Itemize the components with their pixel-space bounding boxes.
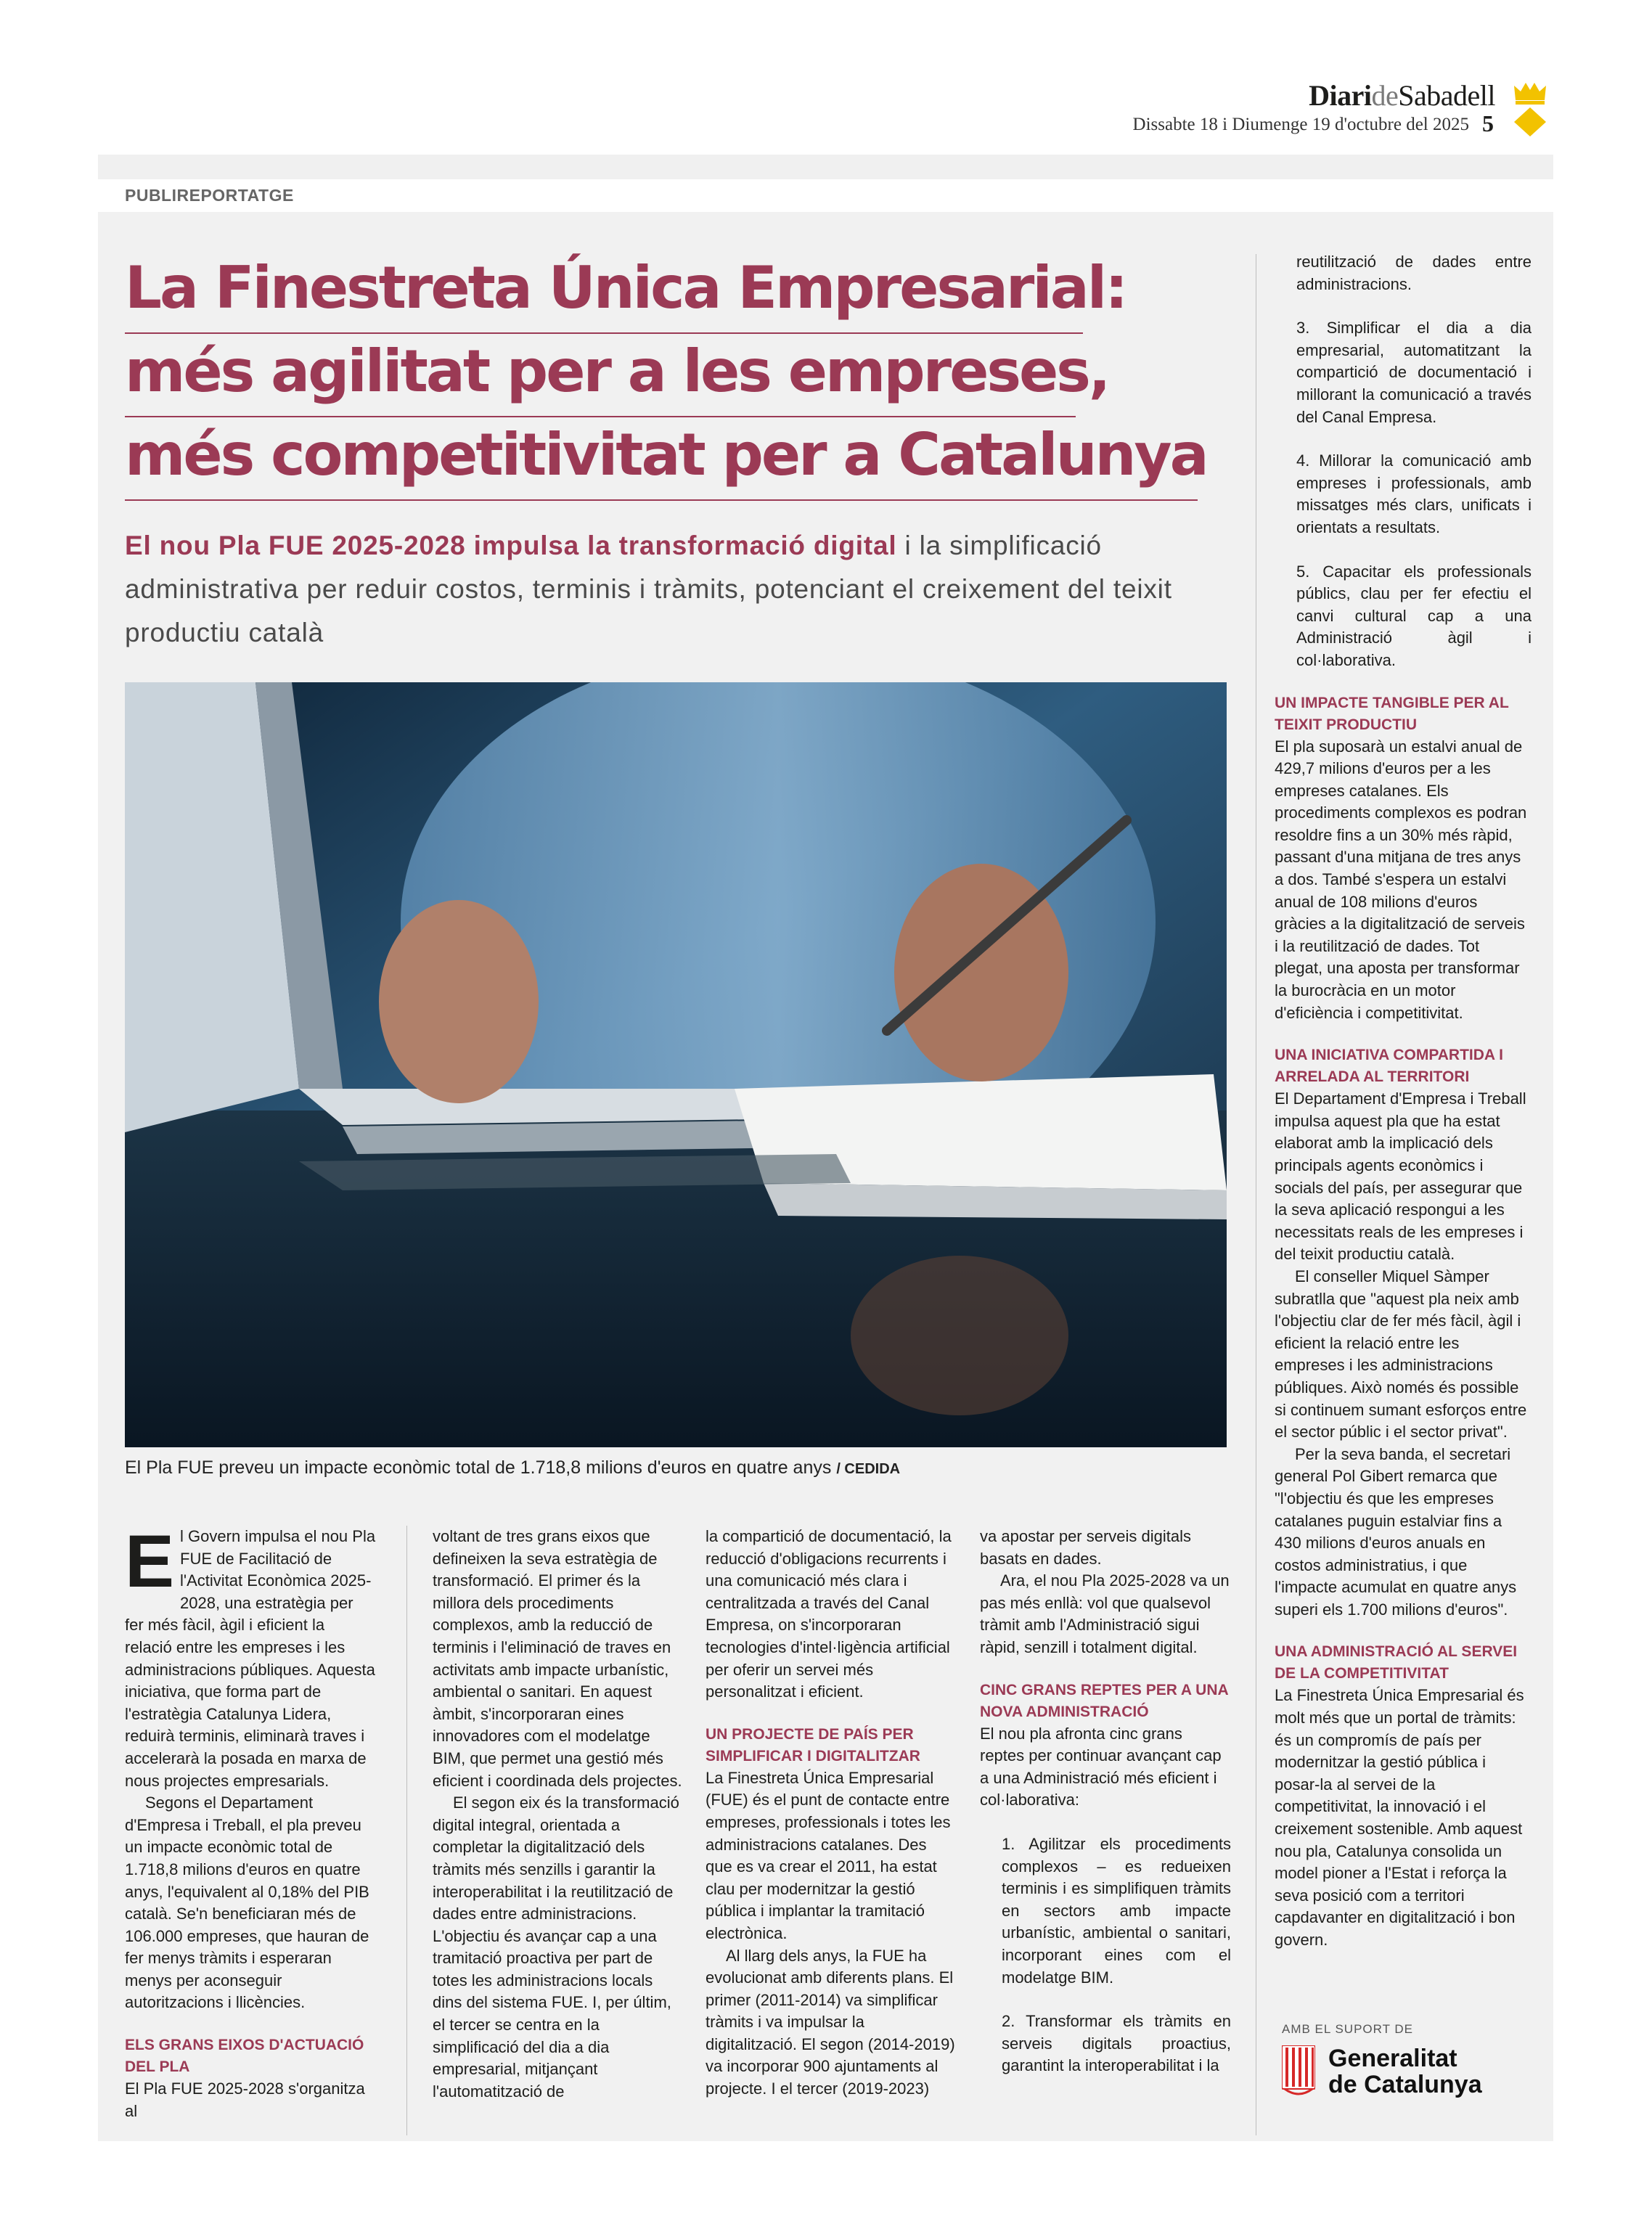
headline-rule: [125, 332, 1083, 334]
body-paragraph: Segons el Departament d'Empresa i Treball, el pla preveu un impacte econòmic total de 1.718,8 milions d'euros en quatre anys, l'equivalent al 0,18% del PIB català. Se'n beneficiaran més de 106.000 empreses, que hauran de fer menys tràmits i esperaran menys per aconseguir autoritzacions i llicències.: [125, 1794, 369, 2012]
headline-line-3: més competitivitat per a Catalunya: [125, 421, 1207, 488]
column-divider: [406, 1526, 407, 2135]
headline-line-2: més agilitat per a les empreses,: [125, 338, 1109, 405]
body-paragraph: El conseller Miquel Sàmper subratlla que "aquest pla neix amb l'objectiu clar de fer més fàcil, àgil i eficient la relació entre les empreses i les administracions públiques. Això només és possible si continuem sumant esforços entre el sector públic i el sector privat".: [1275, 1267, 1527, 1441]
body-paragraph: voltant de tres grans eixos que defineixen la seva estratègia de transformació. El primer és la millora dels procediments complexos, amb la reducció de terminis i l'eliminació de traves en activitats amb impacte urbanístic, ambiental o sanitari. En aquest àmbit, s'incorporaran eines innovadores com el modelatge BIM, que permet una gestió més eficient i coordinada dels projectes.: [433, 1527, 682, 1790]
body-column-2: [433, 1526, 684, 2103]
headline-line-1: La Finestreta Única Empresarial:: [125, 254, 1126, 322]
body-paragraph: Ara, el nou Pla 2025-2028 va un pas més enllà: vol que qualsevol tràmit amb l'Administració sigui ràpid, senzill i totalment digital.: [980, 1571, 1230, 1656]
body-paragraph: El Pla FUE 2025-2028 s'organitza al: [125, 2079, 365, 2120]
subheading: UN PROJECTE DE PAÍS PER SIMPLIFICAR I DIGITALITZAR: [706, 1725, 920, 1764]
list-item: reutilització de dades entre administracions.: [1296, 253, 1532, 293]
list-item: 1. Agilitzar els procediments complexos – es redueixen terminis i es simplifiquen tràmits en sectors amb impacte urbanístic, ambiental o sanitari, incorporant eines com el modelatge BIM.: [1002, 1834, 1231, 1987]
body-paragraph: l Govern impulsa el nou Pla FUE de Facilitació de l'Activitat Econòmica 2025-2028, una estratègia per fer més fàcil, àgil i eficient la relació entre les empreses i les administracions públiques. Aquesta iniciativa, que forma part de l'estratègia Catalunya Lidera, reduirà terminis, eliminarà traves i accelerarà la posada en marxa de nous projectes empresarials.: [125, 1527, 376, 1790]
body-column-4: [980, 1526, 1231, 2077]
deck-lead: El nou Pla FUE 2025-2028 impulsa la transformació digital: [125, 531, 897, 560]
top-band: [98, 155, 1553, 179]
brand-word-de: de: [1371, 79, 1399, 112]
body-paragraph: La Finestreta Única Empresarial és molt més que un portal de tràmits: és un compromís de país per modernitzar la gestió pública i posar-la al servei de la competitivitat, la innovació i el creixement sostenible. Amb aquest nou pla, Catalunya consolida un model pioner a l'Estat i reforça la seva posició com a territori capdavanter en digitalització i bon govern.: [1275, 1686, 1524, 1949]
caption-text: El Pla FUE preveu un impacte econòmic total de 1.718,8 milions d'euros en quatre anys: [125, 1457, 837, 1478]
sponsor-label: AMB EL SUPORT DE: [1282, 2022, 1414, 2036]
body-paragraph: El Departament d'Empresa i Treball impulsa aquest pla que ha estat elaborat amb la implicació dels principals agents econòmics i socials del país, per assegurar que la seva aplicació respongui a les necessitats reals de les empreses i del teixit productiu català.: [1275, 1089, 1526, 1264]
generalitat-logo-icon: [1282, 2045, 1315, 2098]
body-paragraph: El nou pla afronta cinc grans reptes per continuar avançant cap a una Administració més eficient i col·laborativa:: [980, 1724, 1222, 1809]
subheading: ELS GRANS EIXOS D'ACTUACIÓ DEL PLA: [125, 2037, 364, 2076]
body-paragraph: El pla suposarà un estalvi anual de 429,7 milions d'euros per a les empreses catalanes. Els procediments complexos es podran resoldre fins a un 30% més ràpid, passant d'una mitjana de tres anys a dos. També s'espera un estalvi anual de 108 milions d'euros gràcies a la digitalització de serveis i la reutilització de dades. Tot plegat, una aposta per transformar la burocràcia en un motor d'eficiència i competitivitat.: [1275, 737, 1527, 1022]
deck-rest: i la simplificació administrativa per reduir costos, terminis i tràmits, potenciant el creixement del teixit productiu català: [125, 531, 1172, 647]
issue-date: Dissabte 18 i Diumenge 19 d'octubre del 2025: [1132, 115, 1469, 134]
crown-crest-icon: [1511, 81, 1549, 138]
drop-cap: E: [125, 1520, 175, 1603]
headline-rule: [125, 499, 1198, 501]
page-number: 5: [1482, 110, 1494, 136]
body-paragraph: El segon eix és la transformació digital integral, orientada a completar la digitalització dels tràmits més senzills i garantir la interoperabilitat i la reutilització de dades entre administracions. L'objectiu és avançar cap a una tramitació proactiva per part de totes les administracions locals dins del sistema FUE. I, per últim, el tercer se centra en la simplificació del dia a dia empresarial, mitjançant l'automatització de: [433, 1794, 679, 2101]
headline-rule: [125, 416, 1076, 417]
deck-subheadline: [125, 524, 1228, 655]
sponsor-name: [1328, 2045, 1482, 2098]
body-column-3: [706, 1526, 957, 2101]
body-paragraph: Al llarg dels anys, la FUE ha evolucionat amb diferents plans. El primer (2011-2014) va simplificar tràmits i va impulsar la digitalització. El segon (2014-2019) va incorporar 900 ajuntaments al projecte. I el tercer (2019-2023): [706, 1946, 955, 2098]
subheading: UN IMPACTE TANGIBLE PER AL TEIXIT PRODUCTIU: [1275, 694, 1509, 733]
subheading: UNA INICIATIVA COMPARTIDA I ARRELADA AL TERRITORI: [1275, 1047, 1503, 1086]
photo-caption: [125, 1457, 900, 1478]
body-paragraph: la compartició de documentació, la reducció d'obligacions recurrents i una comunicació més clara i centralitzada a través del Canal Empresa, on s'incorporaran tecnologies d'intel·ligència artificial per oferir un servei més personalitzat i eficient.: [706, 1527, 952, 1701]
list-item: 3. Simplificar el dia a dia empresarial, automatitzant la compartició de documentació i millorant la comunicació a través del Canal Empresa.: [1296, 319, 1532, 426]
section-label: PUBLIREPORTATGE: [125, 186, 294, 205]
body-column-5: [1275, 251, 1532, 1952]
sponsor-name-line-1: Generalitat: [1328, 2045, 1457, 2072]
brand-word-diari: Diari: [1309, 79, 1372, 112]
body-column-1: [125, 1520, 376, 2122]
list-item: 4. Millorar la comunicació amb empreses i professionals, amb missatges més clars, unificats i orientats a resultats.: [1296, 451, 1532, 536]
article-photo: [125, 682, 1227, 1447]
subheading: UNA ADMINISTRACIÓ AL SERVEI DE LA COMPETITIVITAT: [1275, 1643, 1518, 1682]
body-paragraph: Per la seva banda, el secretari general Pol Gibert remarca que "l'objectiu és que les empreses catalanes puguin estalviar fins a 430 milions d'euros anuals en costos administratius, i que l'impacte acumulat en quatre anys superi els 1.700 milions d'euros".: [1275, 1444, 1517, 1619]
body-paragraph: va apostar per serveis digitals basats en dades.: [980, 1527, 1192, 1568]
body-paragraph: La Finestreta Única Empresarial (FUE) és el punt de contacte entre empreses, professionals i totes les administracions catalanes. Des que es va crear el 2011, ha estat clau per modernitzar la gestió pública i implantar la tramitació electrònica.: [706, 1768, 951, 1942]
brand-word-sabadell: Sabadell: [1398, 79, 1495, 112]
photo-credit: / CEDIDA: [836, 1461, 901, 1477]
subheading: CINC GRANS REPTES PER A UNA NOVA ADMINISTRACIÓ: [980, 1681, 1228, 1720]
newspaper-brand: [1309, 78, 1495, 113]
list-item: 5. Capacitar els professionals públics, clau per fer efectiu el canvi cultural cap a una Administració àgil i col·laborativa.: [1296, 562, 1532, 669]
sponsor-name-line-2: de Catalunya: [1328, 2071, 1482, 2098]
list-item: 2. Transformar els tràmits en serveis digitals proactius, garantint la interoperabilitat i la: [1002, 2012, 1231, 2075]
